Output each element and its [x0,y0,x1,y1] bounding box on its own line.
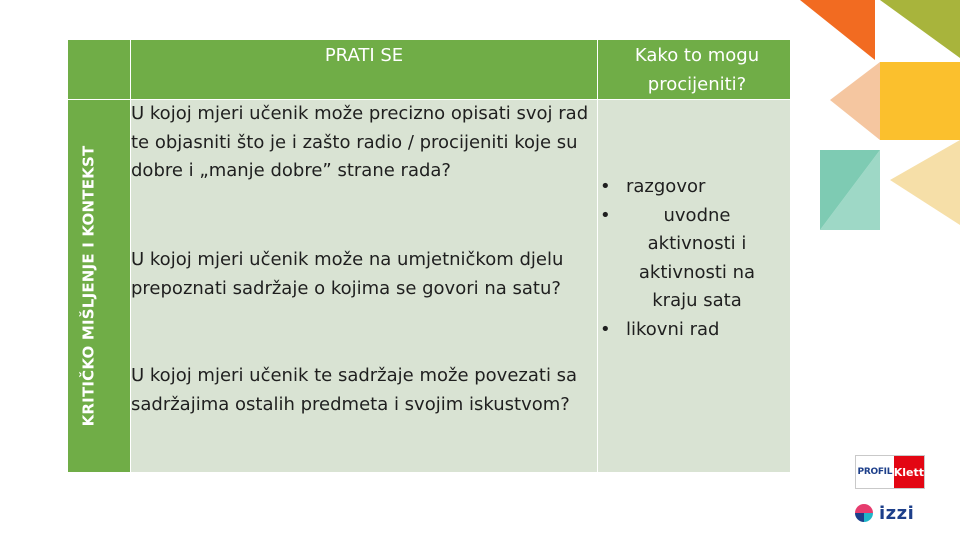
method-label: likovni rad [626,318,720,340]
side-label: KRITIČKO MIŠLJENJE I KONTEKST [79,145,98,427]
header-procjena-label: Kako to mogu procijeniti? [634,45,760,95]
klett-logo-text: Klett [894,456,924,488]
izzi-logo [855,500,950,526]
method-item-razgovor [598,173,768,202]
profil-klett-logo [855,455,925,489]
header-prati-label: PRATI SE [324,45,404,66]
method-label: razgovor [626,176,706,197]
side-label-wrap [68,100,108,472]
question-1: U kojoj mjeri učenik može precizno opisati svoj rad te objasniti što je i zašto radio / procijeniti koje su dobre i „manje dobre” strane rada? [131,103,589,181]
deco-peach-triangle [830,62,880,140]
method-item-likovni-rad [598,316,768,345]
bullet-icon: • [600,204,611,226]
method-label: uvodne aktivnosti i aktivnosti na kraju sata [638,204,756,311]
methods-list [598,173,768,344]
method-item-aktivnosti [598,202,768,316]
question-2: U kojoj mjeri učenik može na umjetničkom djelu prepoznati sadržaje o kojima se govori na satu? [131,249,564,299]
deco-yellow-square [880,62,960,140]
question-3: U kojoj mjeri učenik te sadržaje može povezati sa sadržajima ostalih predmeta i svojim iskustvom? [131,365,578,415]
deco-cream-triangle [890,140,960,225]
bullet-icon: • [600,176,611,197]
header-corner-cell [68,40,130,99]
izzi-logo-text: izzi [879,502,915,524]
bullet-icon: • [600,318,611,340]
profil-logo-text: PROFIL [856,456,894,488]
decorative-shapes [800,0,960,300]
deco-olive-triangle [880,0,960,58]
izzi-mark-icon [855,504,873,522]
deco-orange-triangle [800,0,875,60]
